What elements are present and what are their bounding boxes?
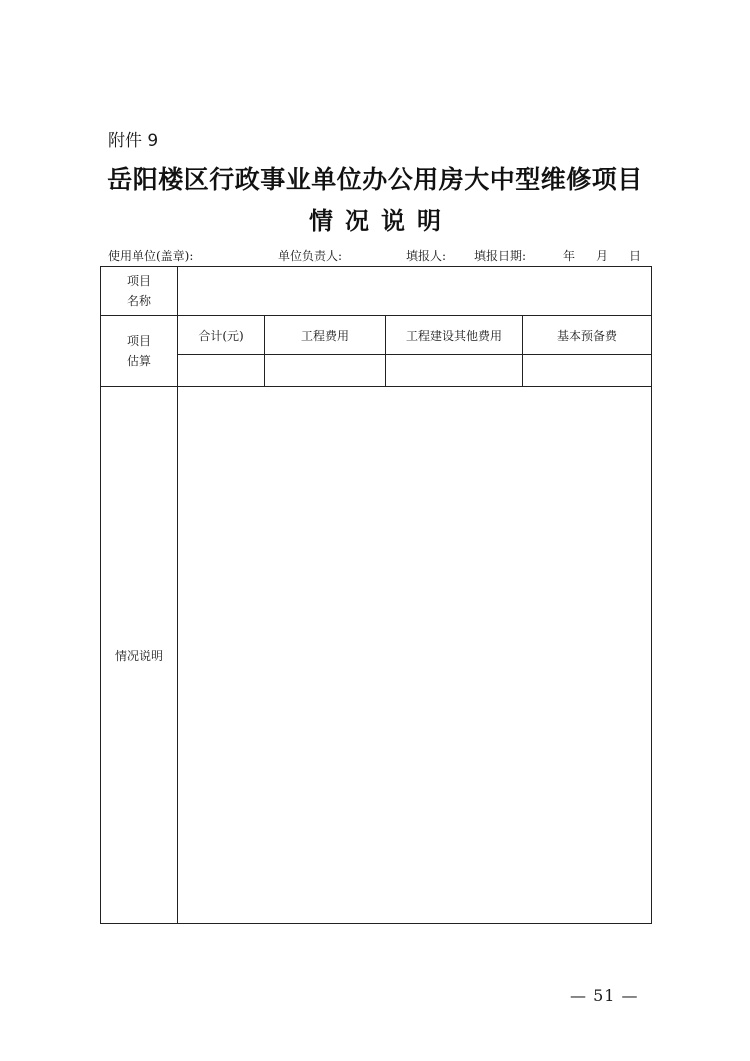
description-field[interactable] [178,387,652,924]
attachment-label: 附件 9 [108,131,159,151]
project-name-field[interactable] [178,267,652,316]
filler-label: 填报人: [406,249,447,263]
engineering-cost-header: 工程费用 [265,316,386,355]
unit-head-label: 单位负责人: [278,249,343,263]
other-construction-cost-field[interactable] [386,355,523,387]
month-label: 月 [596,249,609,263]
year-label: 年 [563,249,576,263]
basic-reserve-field[interactable] [523,355,652,387]
project-name-label: 项目 名称 [101,267,178,316]
fill-date-label: 填报日期: [474,249,527,263]
using-unit-label: 使用单位(盖章): [108,249,194,263]
document-subtitle: 情况说明 [309,207,453,235]
description-label: 情况说明 [101,387,178,924]
total-yuan-header: 合计(元) [178,316,265,355]
document-title: 岳阳楼区行政事业单位办公用房大中型维修项目 [107,165,643,194]
project-estimate-label: 项目 估算 [101,316,178,387]
repair-project-form [100,266,652,924]
day-label: 日 [629,249,642,263]
page-number: — 51 — [570,986,639,1005]
basic-reserve-header: 基本预备费 [523,316,652,355]
engineering-cost-field[interactable] [265,355,386,387]
total-yuan-field[interactable] [178,355,265,387]
other-construction-cost-header: 工程建设其他费用 [386,316,523,355]
